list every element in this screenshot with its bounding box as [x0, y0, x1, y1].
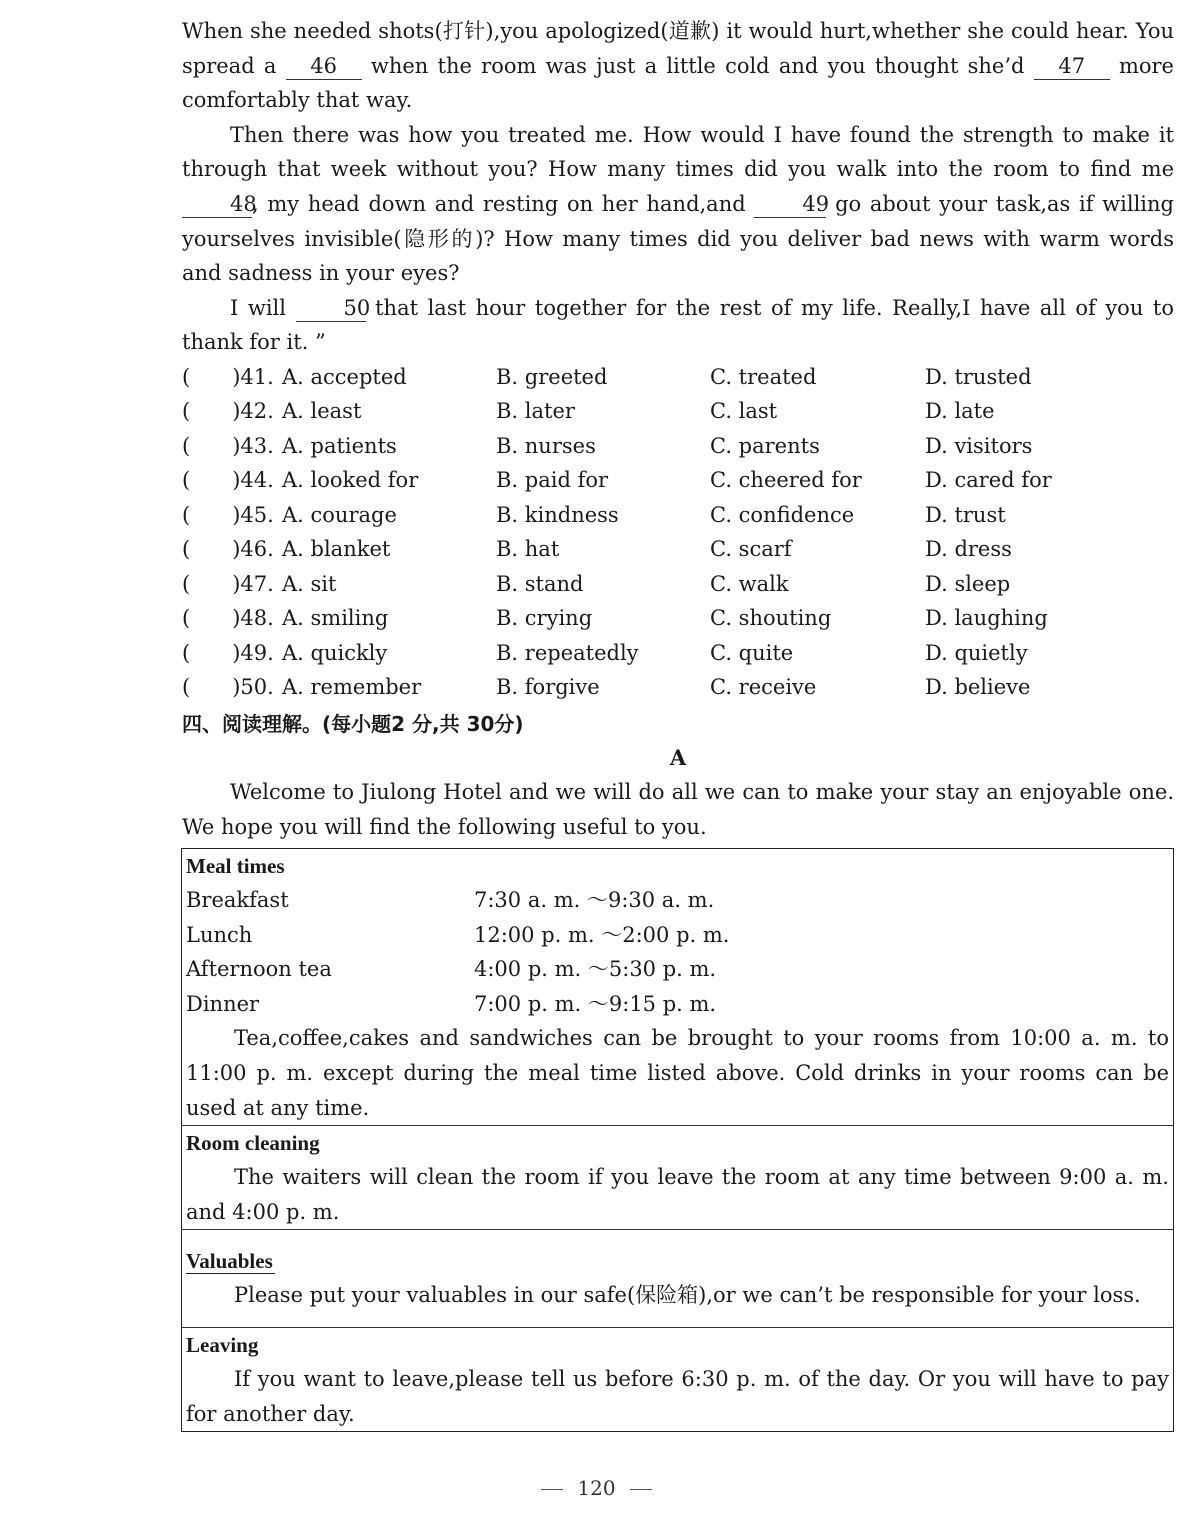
meal-time: 4:00 p. m. ～5:30 p. m.	[474, 957, 717, 982]
hotel-info-box	[181, 848, 1174, 1432]
passage-label: A	[669, 744, 687, 770]
room-cleaning-section	[182, 1125, 1173, 1229]
page-content	[182, 14, 1174, 844]
intro-paragraph: Welcome to Jiulong Hotel and we will do all we can to make your stay an enjoyable one. We hope you will find the following useful to you.	[182, 779, 1174, 839]
passage-text: when the room was just a little cold and you thought she’d	[370, 53, 1025, 78]
question-number: ( )42.	[182, 399, 274, 424]
question-number: ( )44.	[182, 468, 274, 493]
passage-paragraph-2	[182, 118, 1174, 291]
option-c: C. cheered for	[710, 468, 862, 493]
meal-time: 7:30 a. m. ～9:30 a. m.	[474, 888, 715, 912]
option-b: B. greeted	[496, 364, 608, 389]
option-b: B. later	[496, 399, 575, 424]
option-a: A. looked for	[282, 468, 419, 493]
option-c: C. last	[710, 399, 778, 424]
passage-paragraph-1	[182, 14, 1174, 118]
blank-46: 46	[286, 53, 362, 80]
option-b: B. forgive	[496, 675, 600, 700]
leaving-section	[182, 1327, 1173, 1431]
question-number: ( )50.	[182, 675, 274, 700]
section-heading: 四、阅读理解。(每小题2 分,共 30分)	[182, 711, 524, 736]
passage-text: When she needed shots(打针),you apologized(道歉) it would hurt,whether she could hear. You spread a	[182, 19, 1174, 78]
option-d: D. sleep	[925, 571, 1011, 596]
room-cleaning-text: The waiters will clean the room if you leave the room at any time between 9:00 a. m. and 4:00 p. m.	[186, 1165, 1169, 1224]
option-b: B. repeatedly	[496, 640, 639, 665]
meal-name: Dinner	[186, 991, 260, 1016]
blank-48: 48	[182, 191, 252, 218]
valuables-section	[182, 1229, 1173, 1327]
meal-name: Lunch	[186, 922, 253, 947]
option-d: D. trusted	[925, 364, 1032, 389]
blank-49: 49	[754, 191, 826, 218]
option-a: A. accepted	[282, 364, 407, 389]
passage-text: that last hour together for the rest of my life. Really,I have all of you to thank for it. ”	[182, 295, 1174, 355]
option-a: A. sit	[282, 571, 337, 596]
leaving-text: If you want to leave,please tell us before 6:30 p. m. of the day. Or you will have to pay for another day.	[186, 1366, 1169, 1426]
question-row	[182, 360, 1174, 395]
option-a: A. remember	[282, 675, 422, 700]
option-a: A. blanket	[282, 537, 391, 562]
passage-text: I will	[230, 295, 286, 320]
question-row	[182, 429, 1174, 464]
option-c: C. receive	[710, 675, 817, 700]
blank-47: 47	[1034, 53, 1110, 80]
question-row	[182, 498, 1174, 533]
passage-text: more comfortably that way.	[182, 53, 1174, 113]
question-number: ( )45.	[182, 502, 274, 527]
option-c: C. scarf	[710, 537, 792, 562]
footer-dash	[541, 1489, 563, 1490]
leaving-heading: Leaving	[186, 1332, 259, 1357]
meal-row	[186, 883, 1169, 918]
meal-note: Tea,coffee,cakes and sandwiches can be brought to your rooms from 10:00 a. m. to 11:00 p. m. except during the meal time listed above. Cold drinks in your rooms can be used at any time.	[186, 1026, 1169, 1120]
question-list	[182, 360, 1174, 705]
page-number-footer	[0, 1476, 1193, 1500]
passage-text: Then there was how you treated me. How would I have found the strength to make it through that week without you? How many times did you walk into the room to find me	[182, 122, 1174, 182]
meal-name: Afternoon tea	[186, 957, 332, 982]
valuables-text: Please put your valuables in our safe(保险箱),or we can’t be responsible for your loss.	[234, 1283, 1141, 1308]
option-c: C. treated	[710, 364, 817, 389]
option-c: C. shouting	[710, 606, 832, 631]
option-d: D. laughing	[925, 606, 1048, 631]
question-row	[182, 463, 1174, 498]
meal-time: 12:00 p. m. ～2:00 p. m.	[474, 922, 730, 947]
meal-row	[186, 952, 1169, 987]
option-d: D. late	[925, 399, 995, 424]
question-row	[182, 670, 1174, 705]
option-d: D. quietly	[925, 640, 1028, 665]
passage-text: go about your task,as if willing yourselves invisible(隐形的)? How many times did you deliver bad news with warm words and sadness in your eyes?	[182, 191, 1174, 286]
option-d: D. cared for	[925, 468, 1052, 493]
option-d: D. believe	[925, 675, 1031, 700]
question-number: ( )49.	[182, 640, 274, 665]
meal-name: Breakfast	[186, 888, 289, 912]
passage-text: , my head down and resting on her hand,and	[252, 191, 746, 216]
option-a: A. courage	[282, 502, 397, 527]
option-c: C. quite	[710, 640, 794, 665]
option-b: B. crying	[496, 606, 593, 631]
blank-50: 50	[296, 295, 366, 322]
option-c: C. confidence	[710, 502, 855, 527]
meal-row	[186, 918, 1169, 953]
page-number: 120	[577, 1476, 616, 1500]
question-number: ( )46.	[182, 537, 274, 562]
option-b: B. paid for	[496, 468, 609, 493]
question-row	[182, 601, 1174, 636]
option-a: A. patients	[282, 433, 397, 458]
option-c: C. walk	[710, 571, 789, 596]
room-cleaning-heading: Room cleaning	[186, 1131, 320, 1156]
option-c: C. parents	[710, 433, 820, 458]
option-b: B. hat	[496, 537, 560, 562]
question-row	[182, 567, 1174, 602]
option-a: A. smiling	[282, 606, 389, 631]
question-row	[182, 532, 1174, 567]
option-d: D. visitors	[925, 433, 1033, 458]
meal-row	[186, 987, 1169, 1022]
question-number: ( )41.	[182, 364, 274, 389]
meal-time: 7:00 p. m. ～9:15 p. m.	[474, 991, 717, 1016]
question-number: ( )43.	[182, 433, 274, 458]
question-row	[182, 636, 1174, 671]
option-b: B. nurses	[496, 433, 596, 458]
option-a: A. least	[282, 399, 362, 424]
question-row	[182, 394, 1174, 429]
footer-dash	[630, 1489, 652, 1490]
option-b: B. kindness	[496, 502, 619, 527]
option-d: D. dress	[925, 537, 1012, 562]
passage-paragraph-3	[182, 291, 1174, 360]
option-a: A. quickly	[282, 640, 388, 665]
valuables-heading	[186, 1244, 1169, 1278]
option-d: D. trust	[925, 502, 1006, 527]
meal-times-section	[182, 849, 1173, 1125]
question-number: ( )48.	[182, 606, 274, 631]
valuables-heading-text: Valuables	[186, 1249, 273, 1274]
option-b: B. stand	[496, 571, 584, 596]
question-number: ( )47.	[182, 571, 274, 596]
meal-times-heading: Meal times	[186, 854, 285, 878]
